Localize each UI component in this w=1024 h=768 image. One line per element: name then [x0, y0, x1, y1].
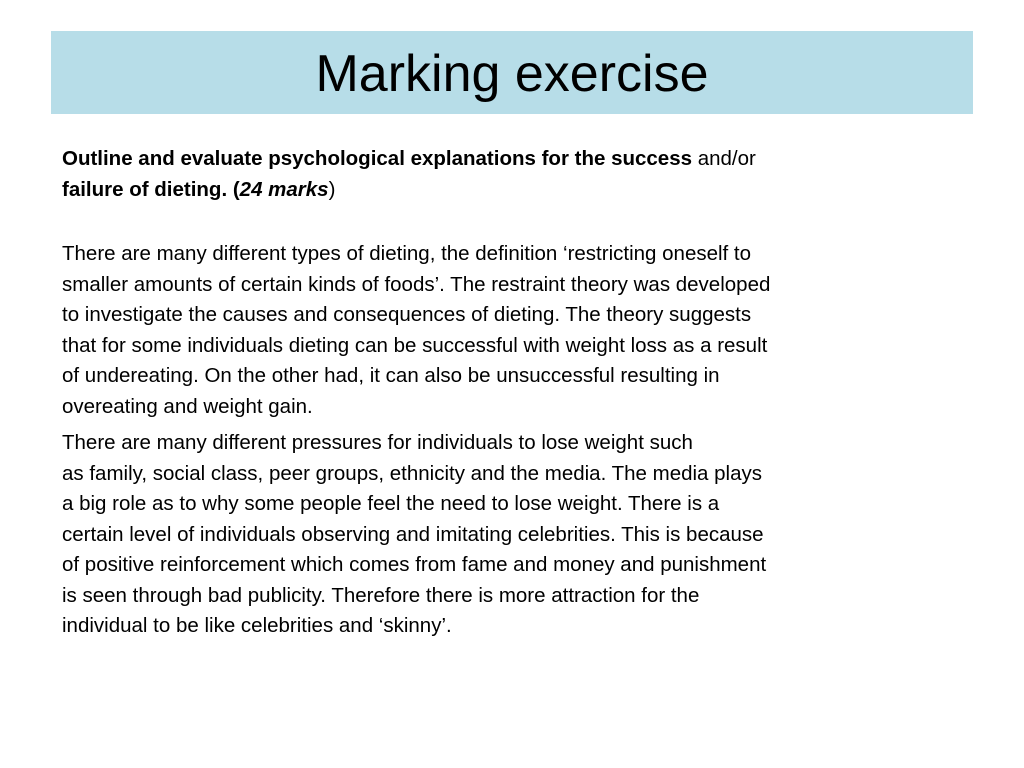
para2-line: a big role as to why some people feel the need to lose weight. There is a — [62, 492, 720, 515]
question-marks: 24 marks — [239, 177, 329, 201]
paragraph-1 — [62, 239, 962, 422]
para1-line: of undereating. On the other had, it can also be unsuccessful resulting in — [62, 364, 720, 387]
question-bold-text-2 — [62, 178, 329, 201]
para2-line: certain level of individuals observing and imitating celebrities. This is because — [62, 522, 764, 546]
question-bold-part-2: failure of dieting. ( — [62, 177, 240, 201]
para1-line: to investigate the causes and consequences of dieting. The theory suggests — [62, 303, 752, 326]
slide-body — [62, 144, 962, 648]
para1-line: smaller amounts of certain kinds of foods’. The restraint theory was developed — [62, 272, 771, 296]
para2-line: is seen through bad publicity. Therefore there is more attraction for the — [62, 583, 700, 607]
essay-question — [62, 144, 962, 205]
para2-line: of positive reinforcement which comes from fame and money and punishment — [62, 553, 767, 576]
para2-line: There are many different pressures for individuals to lose weight such — [62, 431, 693, 454]
para1-line: that for some individuals dieting can be successful with weight loss as a result — [62, 333, 768, 357]
question-connector: and/or — [692, 147, 756, 170]
para1-line: overeating and weight gain. — [62, 394, 313, 418]
paragraph-2 — [62, 428, 962, 642]
question-bold-text: Outline and evaluate psychological explanations for the success — [62, 147, 692, 170]
slide-title: Marking exercise — [315, 44, 709, 103]
title-bar — [51, 31, 973, 114]
para1-line: There are many different types of dieting, the definition ‘restricting oneself to — [62, 242, 752, 265]
question-close: ) — [328, 177, 336, 201]
para2-line: individual to be like celebrities and ‘skinny’. — [62, 614, 452, 637]
para2-line: as family, social class, peer groups, ethnicity and the media. The media plays — [62, 461, 763, 485]
